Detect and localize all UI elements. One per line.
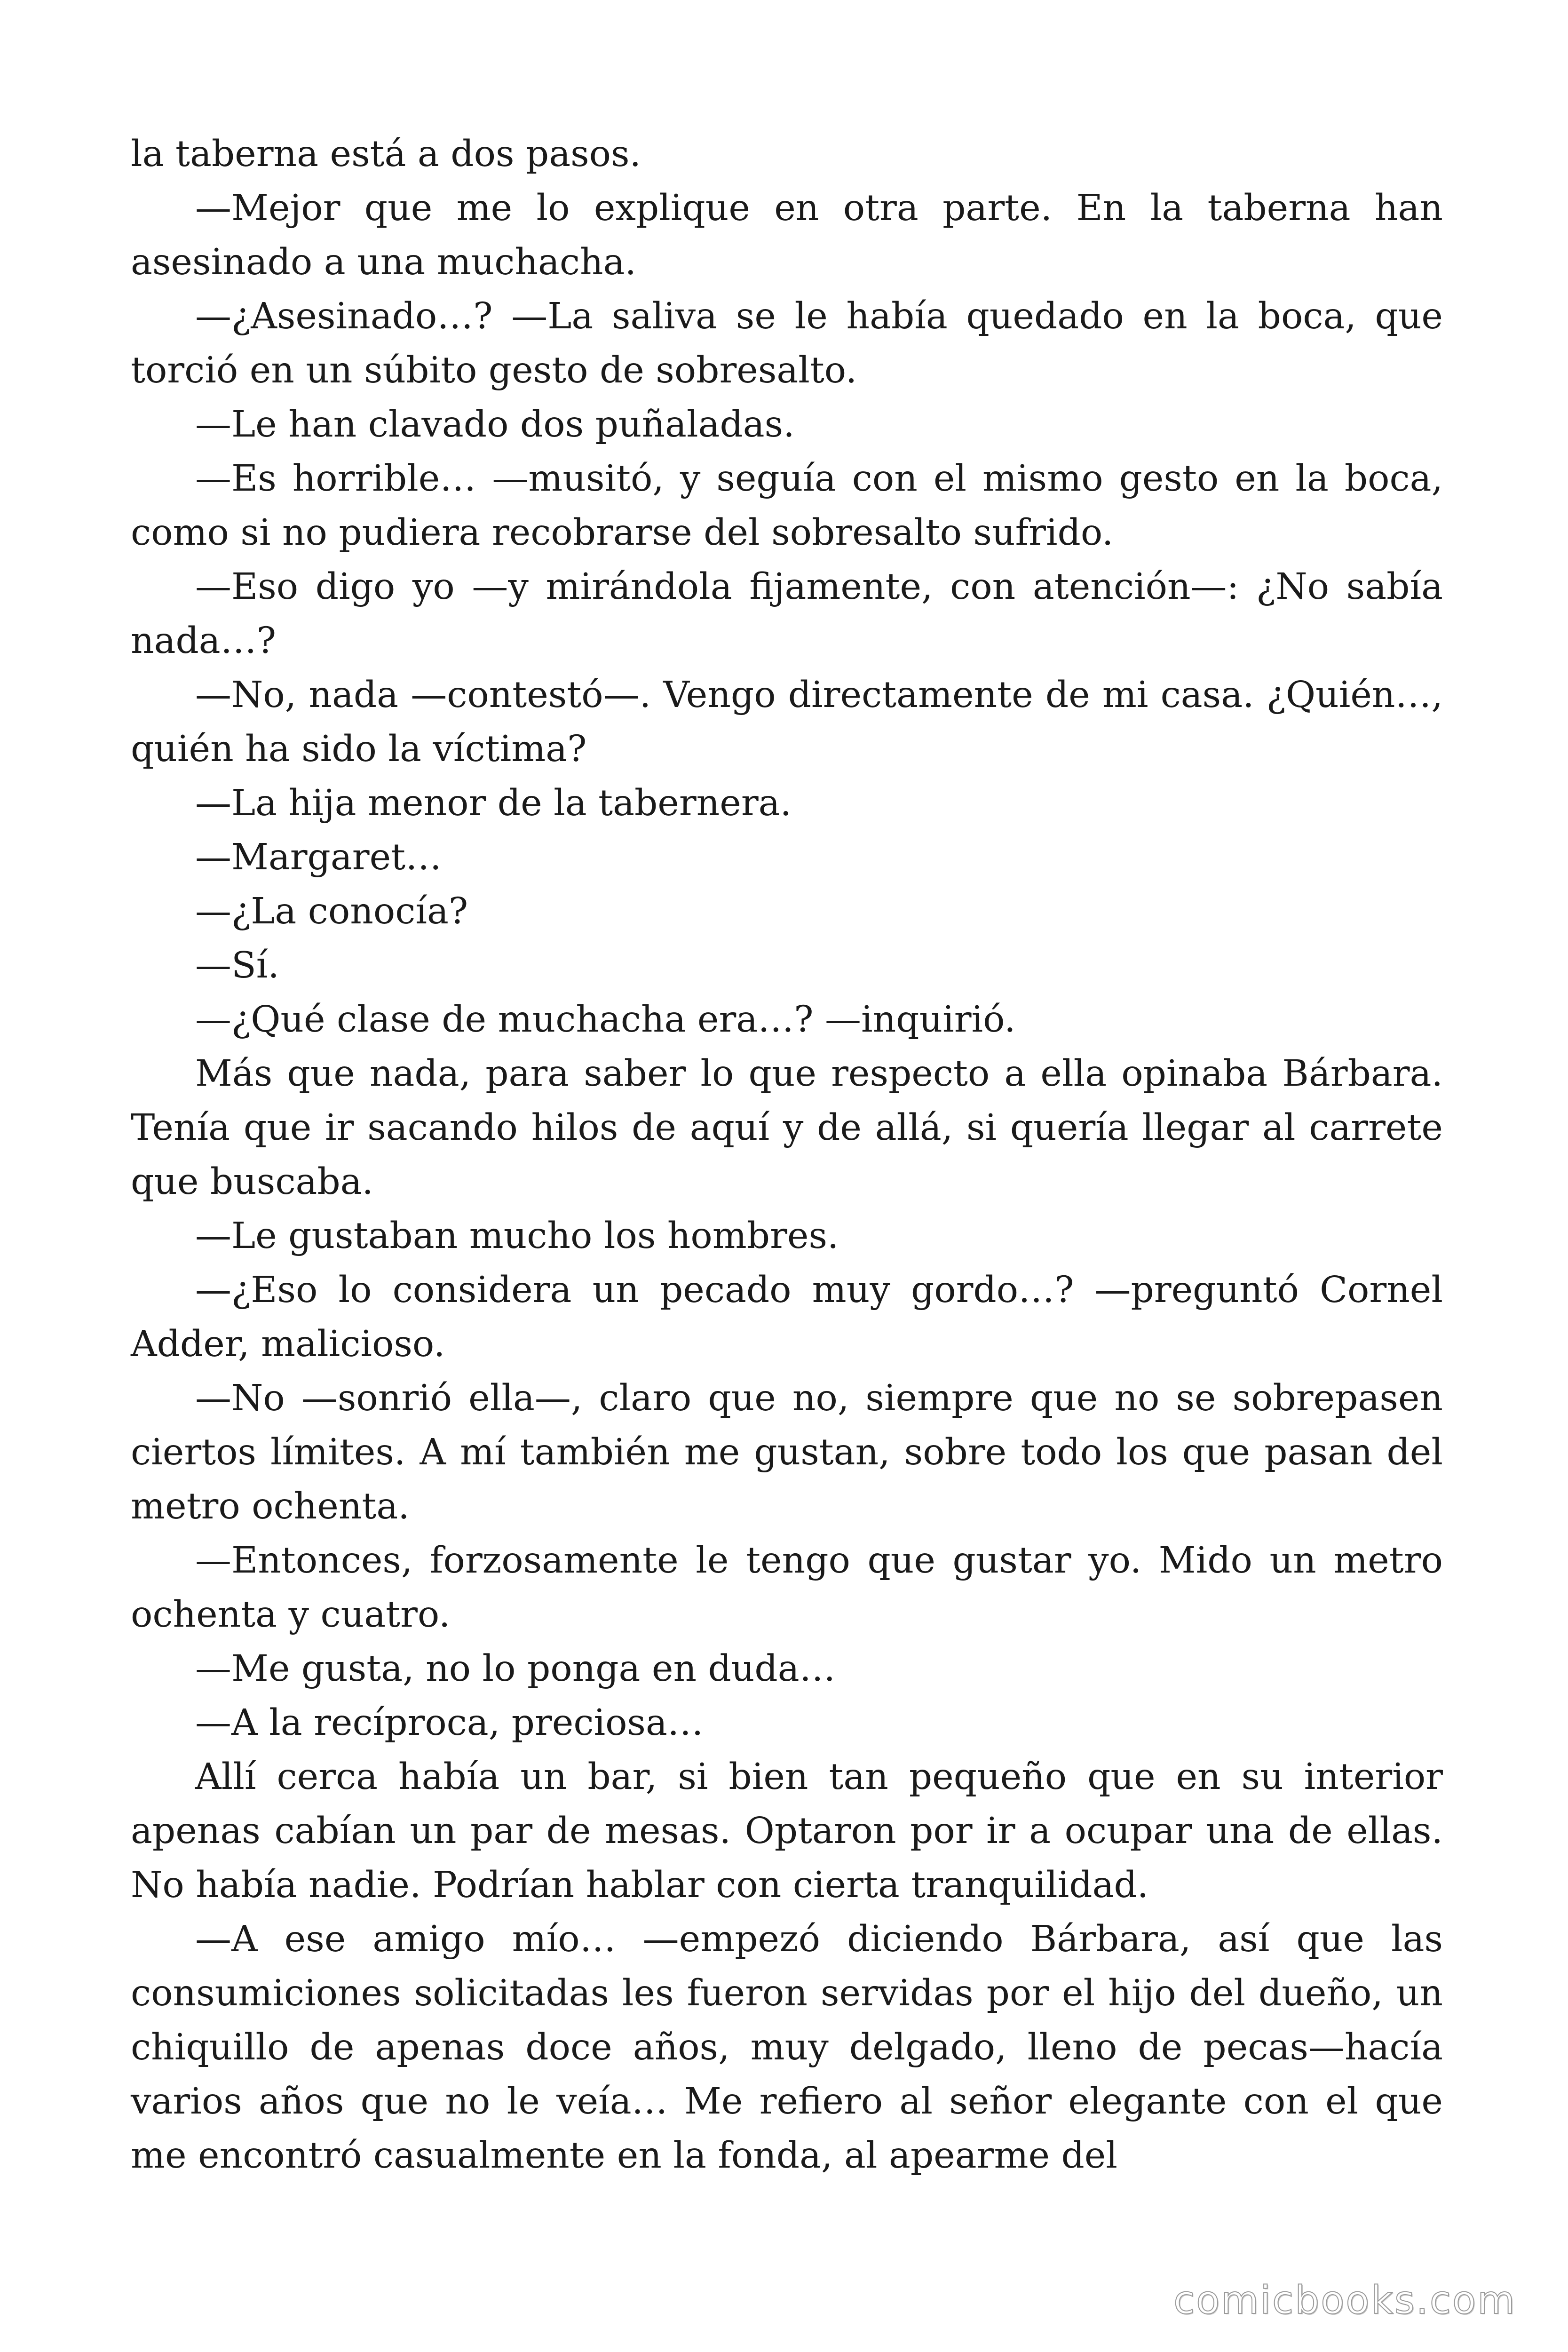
- paragraph-21: —A ese amigo mío… —empezó diciendo Bárbara, así que las consumiciones solicitadas les fueron servidas por el hijo del dueño, un chiquillo de apenas doce años, muy delgado, lleno de pecas—hacía varios años que no le veía… Me refiero al señor elegante con el que me encontró casualmente en la fonda, al apearme del: [131, 1918, 1443, 2177]
- paragraph-4: —Le han clavado dos puñaladas.: [195, 404, 795, 445]
- paragraph-9: —Margaret…: [195, 836, 442, 878]
- paragraph-19: —A la recíproca, preciosa…: [195, 1702, 704, 1744]
- paragraph-12: —¿Qué clase de muchacha era…? —inquirió.: [195, 999, 1016, 1041]
- paragraph-10: —¿La conocía?: [195, 890, 468, 932]
- paragraph-2: —Mejor que me lo explique en otra parte. En la taberna han asesinado a una muchacha.: [131, 187, 1443, 283]
- paragraph-3: —¿Asesinado…? —La saliva se le había quedado en la boca, que torció en un súbito gesto de sobresalto.: [131, 295, 1443, 391]
- paragraph-13: Más que nada, para saber lo que respecto a ella opinaba Bárbara. Tenía que ir sacando hilos de aquí y de allá, si quería llegar al carrete que buscaba.: [131, 1053, 1443, 1203]
- paragraph-16: —No —sonrió ella—, claro que no, siempre que no se sobrepasen ciertos límites. A mí también me gustan, sobre todo los que pasan del metro ochenta.: [131, 1377, 1443, 1527]
- paragraph-8: —La hija menor de la tabernera.: [195, 782, 792, 824]
- paragraph-18: —Me gusta, no lo ponga en duda…: [195, 1648, 836, 1690]
- paragraph-1: la taberna está a dos pasos.: [131, 133, 641, 175]
- paragraph-20: Allí cerca había un bar, si bien tan pequeño que en su interior apenas cabían un par de mesas. Optaron por ir a ocupar una de ellas. No había nadie. Podrían hablar con cierta tranquilidad.: [131, 1756, 1443, 1906]
- paragraph-17: —Entonces, forzosamente le tengo que gustar yo. Mido un metro ochenta y cuatro.: [131, 1540, 1443, 1636]
- watermark: comicbooks.com: [1173, 2278, 1516, 2323]
- paragraph-14: —Le gustaban mucho los hombres.: [195, 1215, 839, 1257]
- paragraph-7: —No, nada —contestó—. Vengo directamente de mi casa. ¿Quién…, quién ha sido la víctima?: [131, 674, 1443, 770]
- page-body: [131, 127, 1443, 2183]
- paragraph-11: —Sí.: [195, 945, 279, 986]
- paragraph-6: —Eso digo yo —y mirándola fijamente, con atención—: ¿No sabía nada…?: [131, 566, 1443, 662]
- paragraph-5: —Es horrible… —musitó, y seguía con el mismo gesto en la boca, como si no pudiera recobrarse del sobresalto sufrido.: [131, 458, 1443, 554]
- paragraph-15: —¿Eso lo considera un pecado muy gordo…? —preguntó Cornel Adder, malicioso.: [131, 1269, 1443, 1365]
